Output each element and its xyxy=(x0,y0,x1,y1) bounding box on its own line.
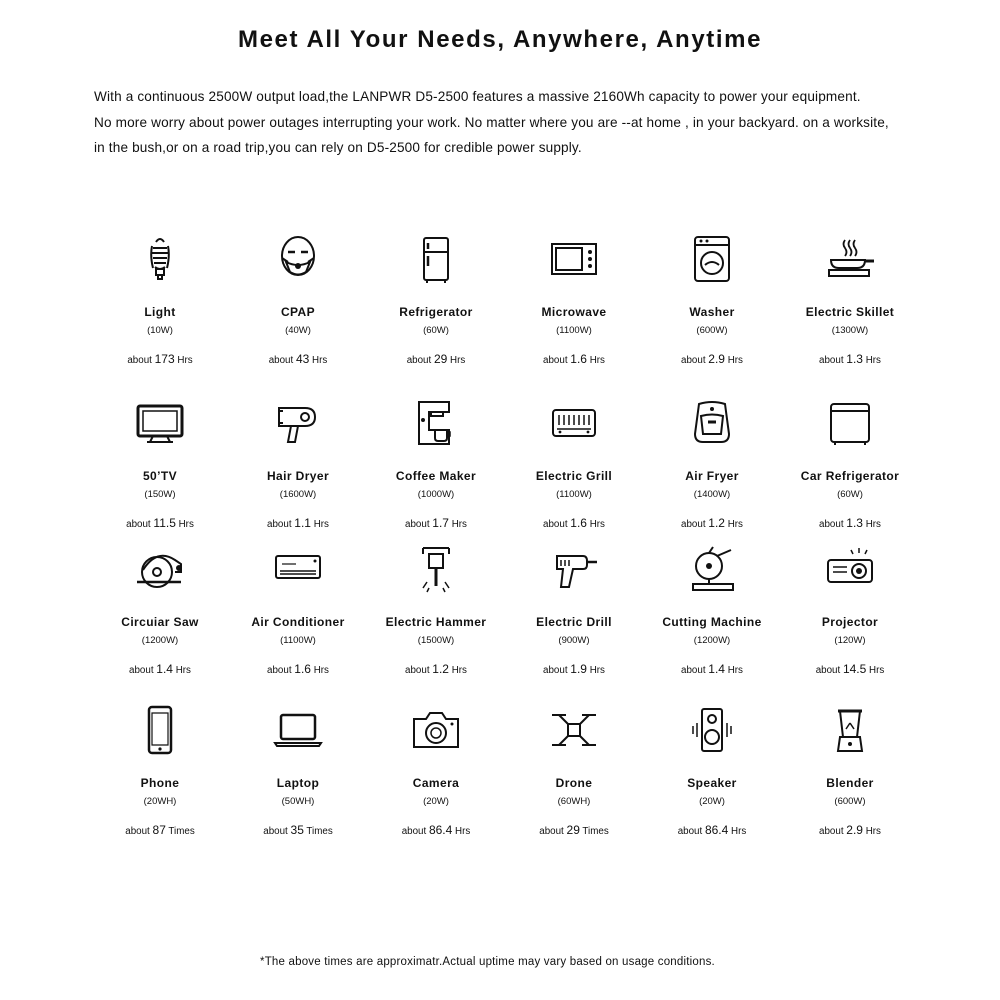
device-runtime xyxy=(366,352,506,366)
device-card xyxy=(504,230,644,370)
runtime-unit: Times xyxy=(582,826,609,837)
device-power: (1100W) xyxy=(280,635,316,646)
runtime-prefix: about xyxy=(681,355,706,366)
runtime-value: 1.6 xyxy=(570,516,587,530)
drone-icon xyxy=(549,701,599,759)
runtime-prefix: about xyxy=(129,665,154,676)
device-name: Refrigerator xyxy=(399,305,473,319)
runtime-value: 29 xyxy=(566,823,580,837)
device-power: (1600W) xyxy=(279,489,317,500)
runtime-value: 1.4 xyxy=(156,662,173,676)
runtime-value: 1.1 xyxy=(294,516,311,530)
runtime-prefix: about xyxy=(405,665,430,676)
device-name: Circuiar Saw xyxy=(121,615,199,629)
device-name: Washer xyxy=(689,305,735,319)
runtime-value: 1.6 xyxy=(570,352,587,366)
device-name: Cutting Machine xyxy=(662,615,762,629)
device-power: (50WH) xyxy=(281,796,315,807)
runtime-prefix: about xyxy=(819,519,844,530)
runtime-unit: Hrs xyxy=(451,665,467,676)
runtime-unit: Hrs xyxy=(178,519,194,530)
runtime-unit: Times xyxy=(168,826,195,837)
coffee-maker-icon xyxy=(411,394,461,452)
runtime-value: 35 xyxy=(290,823,304,837)
device-power: (60W) xyxy=(837,489,863,500)
device-power: (20W) xyxy=(423,796,449,807)
runtime-prefix: about xyxy=(127,355,152,366)
device-runtime xyxy=(228,823,368,837)
runtime-value: 43 xyxy=(295,352,310,366)
runtime-unit: Hrs xyxy=(177,355,193,366)
car-refrigerator-icon xyxy=(825,394,875,452)
device-runtime xyxy=(228,662,368,676)
projector-icon xyxy=(825,540,875,598)
device-card xyxy=(90,701,230,841)
electric-grill-icon xyxy=(549,394,599,452)
device-runtime xyxy=(90,823,230,837)
runtime-unit: Hrs xyxy=(312,355,328,366)
device-runtime xyxy=(642,662,782,676)
runtime-unit: Hrs xyxy=(865,826,881,837)
device-name: Coffee Maker xyxy=(395,469,477,483)
washer-icon xyxy=(687,230,737,288)
runtime-unit: Hrs xyxy=(727,519,743,530)
device-power: (900W) xyxy=(558,635,590,646)
runtime-unit: Hrs xyxy=(313,519,329,530)
device-runtime xyxy=(642,823,782,837)
tv-icon xyxy=(135,394,185,452)
device-runtime xyxy=(504,662,644,676)
runtime-prefix: about xyxy=(543,519,568,530)
runtime-unit: Hrs xyxy=(865,519,881,530)
device-card xyxy=(642,394,782,534)
device-runtime xyxy=(504,516,644,530)
runtime-unit: Hrs xyxy=(451,519,467,530)
runtime-prefix: about xyxy=(543,355,568,366)
device-power: (20W) xyxy=(699,796,725,807)
runtime-prefix: about xyxy=(267,519,292,530)
device-card xyxy=(228,394,368,534)
device-power: (120W) xyxy=(834,635,866,646)
device-name: Electric Hammer xyxy=(385,615,487,629)
electric-skillet-icon xyxy=(825,230,875,288)
page-title: Meet All Your Needs, Anywhere, Anytime xyxy=(237,26,763,53)
device-card xyxy=(366,230,506,370)
electric-drill-icon xyxy=(549,540,599,598)
air-fryer-icon xyxy=(687,394,737,452)
light-bulb-icon xyxy=(135,230,185,288)
camera-icon xyxy=(411,701,461,759)
device-name: CPAP xyxy=(280,305,316,319)
runtime-value: 86.4 xyxy=(428,823,453,837)
cutting-machine-icon xyxy=(687,540,737,598)
runtime-value: 2.9 xyxy=(846,823,863,837)
device-runtime xyxy=(366,516,506,530)
device-name: Air Conditioner xyxy=(251,615,345,629)
device-name: Electric Skillet xyxy=(805,305,895,319)
device-runtime xyxy=(366,823,506,837)
runtime-unit: Hrs xyxy=(455,826,471,837)
device-power: (1300W) xyxy=(831,325,869,336)
runtime-unit: Hrs xyxy=(589,665,605,676)
device-card xyxy=(366,394,506,534)
runtime-prefix: about xyxy=(681,665,706,676)
runtime-prefix: about xyxy=(681,519,706,530)
device-runtime xyxy=(780,662,920,676)
device-name: Speaker xyxy=(687,776,737,790)
runtime-prefix: about xyxy=(405,519,430,530)
runtime-prefix: about xyxy=(677,826,703,837)
device-card xyxy=(228,230,368,370)
microwave-icon xyxy=(549,230,599,288)
device-power: (20WH) xyxy=(143,796,177,807)
electric-hammer-icon xyxy=(411,540,461,598)
device-name: Phone xyxy=(140,776,180,790)
device-runtime xyxy=(642,516,782,530)
intro-line: No more worry about power outages interrupting your work. No matter where you are --at home , in your backyard. on a worksite, xyxy=(94,114,889,130)
device-name: Electric Grill xyxy=(535,469,613,483)
runtime-value: 11.5 xyxy=(153,516,176,530)
runtime-value: 1.2 xyxy=(708,516,725,530)
runtime-unit: Hrs xyxy=(727,665,743,676)
runtime-value: 1.3 xyxy=(846,352,863,366)
device-card xyxy=(780,701,920,841)
intro-line: With a continuous 2500W output load,the LANPWR D5-2500 features a massive 2160Wh capacity to power your equipment. xyxy=(94,89,861,104)
device-power: (40W) xyxy=(285,325,311,336)
device-card xyxy=(90,540,230,680)
runtime-prefix: about xyxy=(543,665,568,676)
runtime-prefix: about xyxy=(406,355,432,366)
device-power: (1100W) xyxy=(556,325,592,336)
runtime-unit: Hrs xyxy=(865,355,881,366)
runtime-value: 173 xyxy=(154,352,175,366)
runtime-unit: Hrs xyxy=(589,355,605,366)
runtime-value: 1.9 xyxy=(570,662,587,676)
device-runtime xyxy=(90,516,230,530)
runtime-value: 1.6 xyxy=(294,662,311,676)
runtime-value: 14.5 xyxy=(842,662,867,676)
runtime-value: 1.2 xyxy=(432,662,449,676)
refrigerator-icon xyxy=(411,230,461,288)
phone-icon xyxy=(135,701,185,759)
runtime-value: 1.4 xyxy=(708,662,725,676)
device-runtime xyxy=(780,823,920,837)
device-card xyxy=(504,701,644,841)
runtime-prefix: about xyxy=(819,826,844,837)
device-name: Electric Drill xyxy=(536,615,612,629)
device-power: (60W) xyxy=(423,325,449,336)
device-card xyxy=(90,230,230,370)
device-power: (150W) xyxy=(144,489,176,500)
runtime-unit: Hrs xyxy=(589,519,605,530)
device-runtime xyxy=(780,352,920,366)
device-name: Camera xyxy=(412,776,460,790)
device-runtime xyxy=(228,516,368,530)
device-power: (1500W) xyxy=(417,635,455,646)
device-power: (10W) xyxy=(147,325,173,336)
intro-line: in the bush,or on a road trip,you can rely on D5-2500 for credible power supply. xyxy=(94,140,582,155)
device-card xyxy=(228,701,368,841)
device-name: Drone xyxy=(555,776,593,790)
device-power: (600W) xyxy=(834,796,866,807)
device-power: (1400W) xyxy=(693,489,731,500)
runtime-prefix: about xyxy=(539,826,564,837)
intro-text xyxy=(94,84,934,161)
runtime-unit: Hrs xyxy=(869,665,885,676)
device-runtime xyxy=(504,823,644,837)
device-power: (1000W) xyxy=(417,489,455,500)
device-name: Hair Dryer xyxy=(266,469,330,483)
runtime-unit: Hrs xyxy=(731,826,747,837)
runtime-unit: Hrs xyxy=(450,355,466,366)
device-name: Projector xyxy=(821,615,879,629)
device-card xyxy=(366,540,506,680)
cpap-mask-icon xyxy=(273,230,323,288)
device-name: Car Refrigerator xyxy=(800,469,900,483)
hair-dryer-icon xyxy=(273,394,323,452)
runtime-unit: Hrs xyxy=(727,355,743,366)
runtime-unit: Hrs xyxy=(175,665,191,676)
runtime-prefix: about xyxy=(815,665,841,676)
laptop-icon xyxy=(273,701,323,759)
air-conditioner-icon xyxy=(273,540,323,598)
device-power: (600W) xyxy=(696,325,728,336)
device-name: Air Fryer xyxy=(685,469,739,483)
device-runtime xyxy=(366,662,506,676)
runtime-value: 86.4 xyxy=(704,823,729,837)
device-name: Microwave xyxy=(541,305,607,319)
device-runtime xyxy=(642,352,782,366)
device-runtime xyxy=(90,662,230,676)
device-name: Light xyxy=(144,305,176,319)
runtime-unit: Hrs xyxy=(313,665,329,676)
device-power: (1100W) xyxy=(556,489,592,500)
runtime-value: 29 xyxy=(433,352,448,366)
runtime-prefix: about xyxy=(819,355,844,366)
device-card xyxy=(642,701,782,841)
device-card xyxy=(780,394,920,534)
runtime-value: 87 xyxy=(152,823,166,837)
device-name: Blender xyxy=(826,776,874,790)
footnote: *The above times are approximatr.Actual uptime may vary based on usage conditions. xyxy=(260,956,715,968)
device-card xyxy=(504,540,644,680)
device-card xyxy=(642,230,782,370)
runtime-prefix: about xyxy=(401,826,427,837)
speaker-icon xyxy=(687,701,737,759)
device-runtime xyxy=(504,352,644,366)
runtime-prefix: about xyxy=(267,665,292,676)
blender-icon xyxy=(825,701,875,759)
runtime-prefix: about xyxy=(263,826,288,837)
device-runtime xyxy=(90,352,230,366)
device-name: 50’TV xyxy=(142,469,177,483)
runtime-prefix: about xyxy=(125,826,150,837)
runtime-prefix: about xyxy=(126,519,151,530)
runtime-unit: Times xyxy=(306,826,333,837)
device-power: (60WH) xyxy=(557,796,591,807)
device-power: (1200W) xyxy=(693,635,731,646)
device-card xyxy=(642,540,782,680)
device-card xyxy=(780,230,920,370)
runtime-value: 1.7 xyxy=(432,516,449,530)
device-card xyxy=(90,394,230,534)
device-runtime xyxy=(228,352,368,366)
device-card xyxy=(366,701,506,841)
device-name: Laptop xyxy=(276,776,320,790)
device-card xyxy=(504,394,644,534)
device-card xyxy=(228,540,368,680)
device-runtime xyxy=(780,516,920,530)
circular-saw-icon xyxy=(135,540,185,598)
device-card xyxy=(780,540,920,680)
runtime-value: 1.3 xyxy=(846,516,863,530)
runtime-prefix: about xyxy=(268,355,294,366)
device-power: (1200W) xyxy=(141,635,179,646)
runtime-value: 2.9 xyxy=(708,352,725,366)
